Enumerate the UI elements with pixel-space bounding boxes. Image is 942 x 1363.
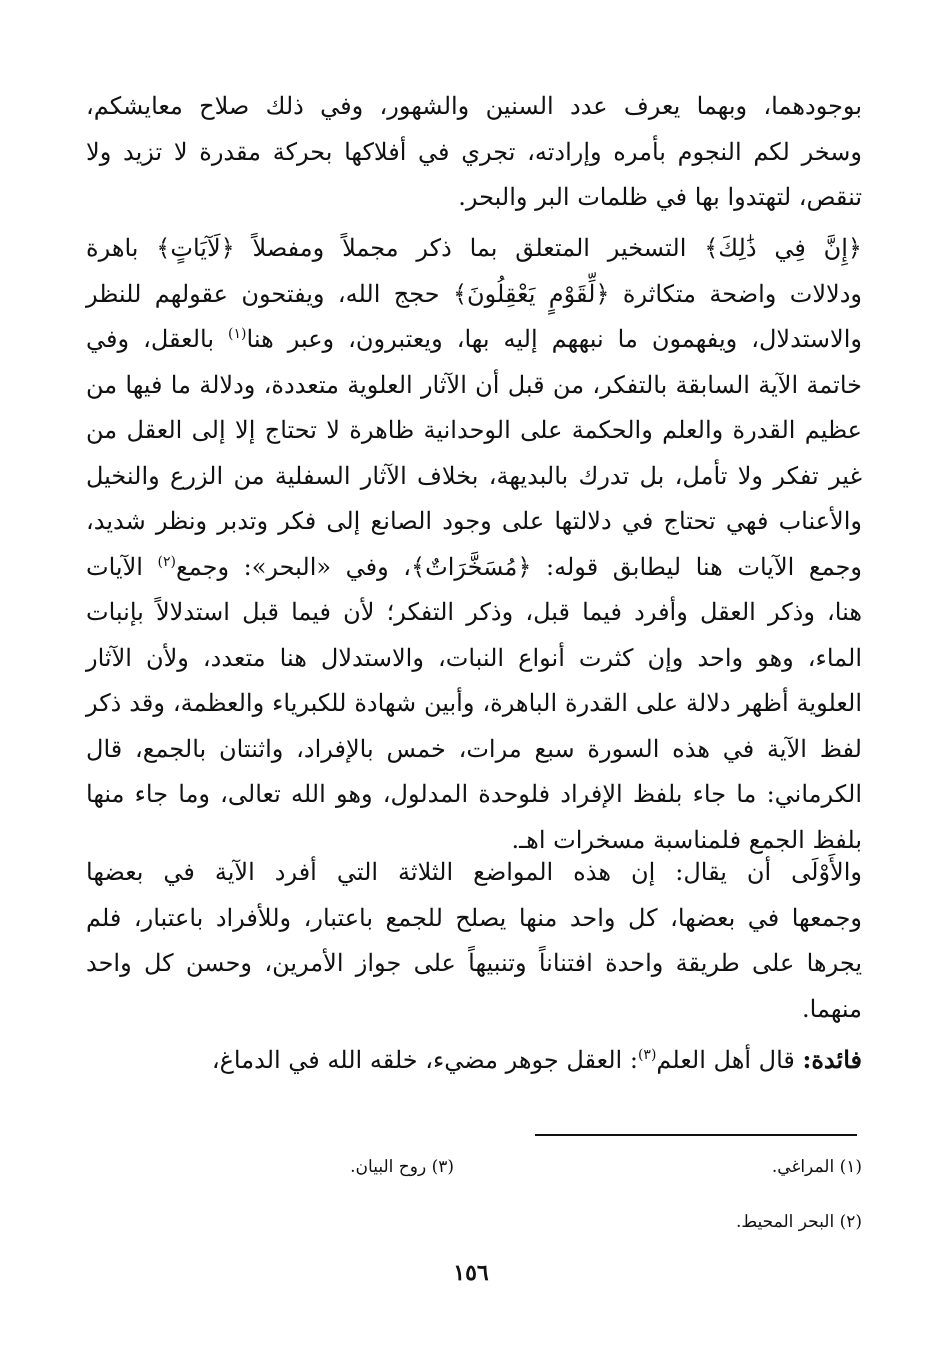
paragraph-3 [86,850,862,1032]
paragraph-2-line-14: بلفظ الجمع فلمناسبة مسخرات اهـ. [511,825,862,854]
paragraph-1-line-2: وسخر لكم النجوم بأمره وإرادته، تجري في أفلاكها بحركة مقدرة لا تزيد ولا [86,137,862,166]
paragraph-4 [86,1037,862,1084]
paragraph-1-line-1: بوجودهما، وبهما يعرف عدد السنين والشهور، وفي ذلك صلاح معايشكم، [86,92,862,120]
footnote-separator [535,1134,857,1136]
footnote-3: (٣) روح البيان. [350,1157,454,1177]
paragraph-3-line-2: وجمعها في بعضها، كل واحد منها يصلح للجمع باعتبار، وللأفراد باعتبار، فلم [86,903,862,932]
footnote-marker-3: (٣) [637,1047,657,1063]
paragraph-4-line-1 [86,1037,862,1084]
paragraph-2-line-10: الماء، وهو واحد وإن كثرت أنواع النبات، والاستدلال هنا متعدد، ولأن الآثار [86,643,862,672]
paragraph-2-line-12: لفظ الآية في هذه السورة سبع مرات، خمس بالإفراد، واثنتان بالجمع، قال [86,734,862,763]
paragraph-2-line-8-tail: الآيات [86,552,158,581]
paragraph-2-line-11: العلوية أظهر دلالة على القدرة الباهرة، وأبين شهادة للكبرياء والعظمة، وقد ذكر [86,689,862,717]
paragraph-2-line-8-text: وجمع الآيات هنا ليطابق قوله: ﴿مُسَخَّرَاتٌ﴾، وفي «البحر»: وجمع [176,552,862,581]
footnote-2: (٢) البحر المحيط. [736,1212,862,1232]
paragraph-2 [86,226,862,863]
paragraph-2-line-13: الكرماني: ما جاء بلفظ الإفراد فلوحدة المدلول، وهو الله تعالى، وما جاء منها [86,780,862,808]
footnote-marker-2: (٢) [157,553,176,570]
paragraph-2-line-8 [86,545,862,591]
paragraph-4-text-start: قال أهل العلم [656,1046,803,1074]
footnote-marker-1: (١) [228,326,247,342]
paragraph-1 [86,84,862,221]
paragraph-2-line-3-tail: بالعقل، وفي [86,325,229,353]
page-number: ١٥٦ [453,1260,489,1286]
paragraph-3-line-1: والأَوْلَى أن يقال: إن هذه المواضع الثلاثة التي أفرد الآية في بعضها [86,858,863,886]
paragraph-2-line-2: ودلالات واضحة متكاثرة ﴿لِّقَوْمٍ يَعْقِلُونَ﴾ حجج الله، ويفتحون عقولهم للنظر [86,279,862,308]
paragraph-2-line-3-text: والاستدلال، ويفهمون ما نبههم إليه بها، ويعتبرون، وعبر هنا [246,325,862,353]
benefit-label: فائدة: [802,1045,862,1074]
paragraph-2-line-4: خاتمة الآية السابقة بالتفكر، من قبل أن الآثار العلوية متعددة، ودلالة ما فيها من [86,370,862,399]
paragraph-1-line-3: تنقص، لتهتدوا بها في ظلمات البر والبحر. [458,183,862,211]
paragraph-2-line-7: والأعناب فهي تحتاج في دلالتها على وجود الصانع إلى فكر وتدبر ونظر شديد، [86,507,862,535]
paragraph-2-line-6: غير تفكر ولا تأمل، بل تدرك بالبديهة، بخلاف الآثار السفلية من الزرع والنخيل [86,461,862,490]
paragraph-4-text-end: : العقل جوهر مضيء، خلقه الله في الدماغ، [211,1046,638,1074]
paragraph-2-line-9: هنا، وذكر العقل وأفرد فيما قبل، وذكر التفكر؛ لأن فيما قبل استدلالاً بإنبات [86,598,862,626]
paragraph-3-line-3: يجرها على طريقة واحدة افتناناً وتنبيهاً على جواز الأمرين، وحسن كل واحد [86,949,862,977]
paragraph-2-line-5: عظيم القدرة والعلم والحكمة على الوحدانية ظاهرة لا تحتاج إلا إلى العقل من [86,416,862,444]
paragraph-2-line-1: ﴿إِنَّ فِي ذَٰلِكَ﴾ التسخير المتعلق بما ذكر مجملاً ومفصلاً ﴿لَآيَاتٍ﴾ باهرة [86,234,862,262]
footnote-1: (١) المراغي. [771,1157,862,1177]
paragraph-2-line-3 [86,317,862,363]
paragraph-3-line-4: منهما. [802,994,862,1023]
